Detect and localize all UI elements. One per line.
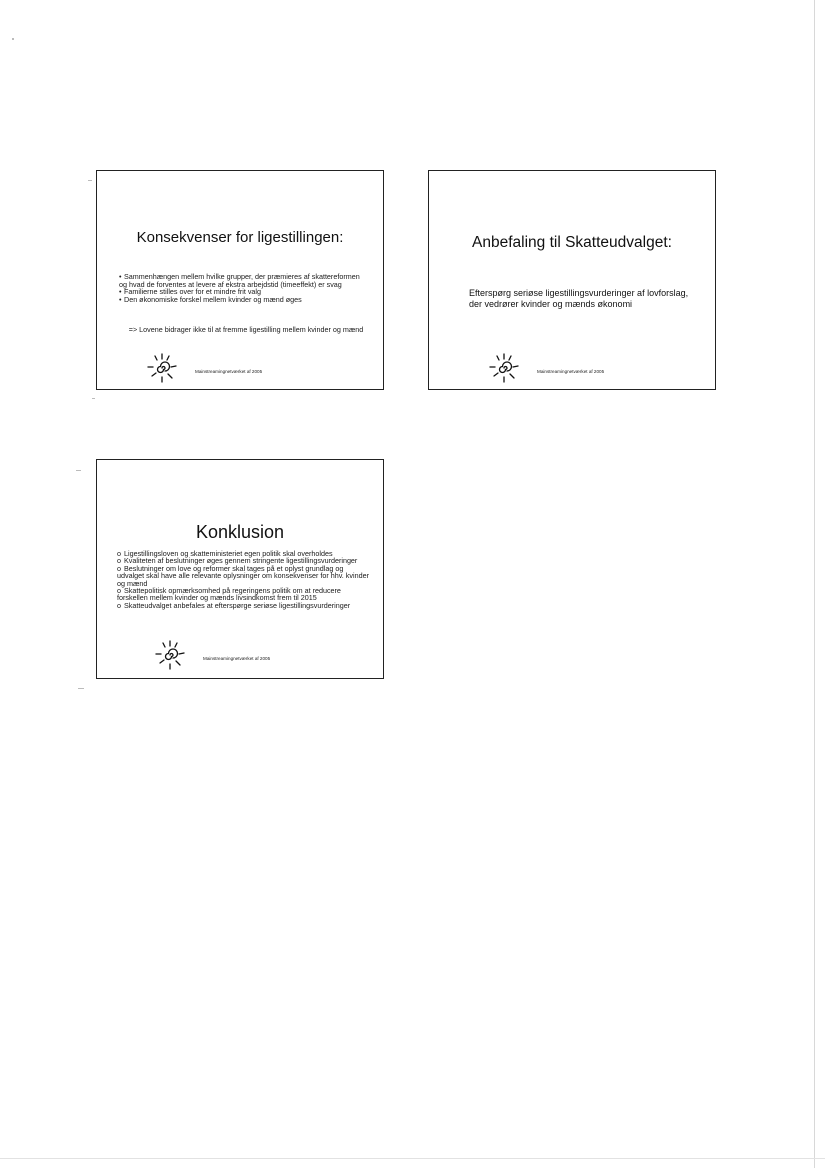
bullet-text: Ligestillingsloven og skatteministeriet egen politik skal overholdes [124,549,333,558]
list-item [119,273,369,288]
slide-title: Anbefaling til Skatteudvalget: [472,234,672,251]
bullet-mark: • [119,294,122,304]
bullet-mark: o [117,600,121,610]
slide-konsekvenser [96,170,384,390]
bullet-text: Den økonomiske forskel mellem kvinder og mænd øges [124,294,302,304]
scan-speck [12,38,14,40]
list-item [117,587,369,602]
bullet-mark: o [117,556,121,566]
list-item [117,602,369,609]
bullet-mark: • [119,287,122,297]
bullet-list [117,550,369,609]
footer-text: Mainstreamingnetværket af 2005 [203,656,271,661]
scan-speck [88,180,92,181]
bullet-text: Familierne stilles over for et mindre frit valg [124,287,262,297]
sun-spiral-icon [147,353,177,383]
bullet-text: Beslutninger om love og reformer skal tages på et oplyst grundlag og udvalget skal have alle relevante oplysninger om konsekvenser for hhv. kvinder og mænd [117,563,369,588]
list-item [119,296,369,304]
list-item [117,565,369,587]
bullet-mark: o [117,563,121,573]
slide-conclusion: => Lovene bidrager ikke til at fremme ligestilling mellem kvinder og mænd [128,325,364,334]
bullet-text: Kvaliteten af beslutninger øges gennem stringente ligestillingsvurderinger [124,556,358,566]
bullet-text: Sammenhængen mellem hvilke grupper, der præmieres af skattereformen og hvad de forventes at levere af ekstra arbejdstid (timeeffekt) er svag [119,272,360,289]
scan-speck [76,470,81,471]
page-edge [0,1158,825,1159]
bullet-mark: o [117,586,121,596]
footer-text: Mainstreamingnetværket af 2005 [195,369,263,374]
slide-konklusion [96,459,384,679]
page-edge [814,0,815,1168]
slide-title: Konklusion [195,522,285,542]
footer-text: Mainstreamingnetværket af 2005 [537,369,605,374]
bullet-list [119,273,369,303]
sun-spiral-icon [489,353,519,383]
bullet-text: Skattepolitisk opmærksomhed på regeringens politik om at reducere forskellen mellem kvinder og mænds livsindkomst frem til 2015 [117,586,341,603]
slide-title: Konsekvenser for ligestillingen: [136,229,344,246]
slide-body: Efterspørg seriøse ligestillingsvurderinger af lovforslag, der vedrører kvinder og mænds økonomi [469,288,689,309]
bullet-mark: • [119,272,122,281]
scan-speck [92,398,95,399]
slide-anbefaling [428,170,716,390]
sun-spiral-icon [155,640,185,670]
bullet-text: Skatteudvalget anbefales at efterspørge seriøse ligestillingsvurderinger [124,600,351,610]
scan-speck [78,688,84,689]
bullet-mark: o [117,549,121,558]
